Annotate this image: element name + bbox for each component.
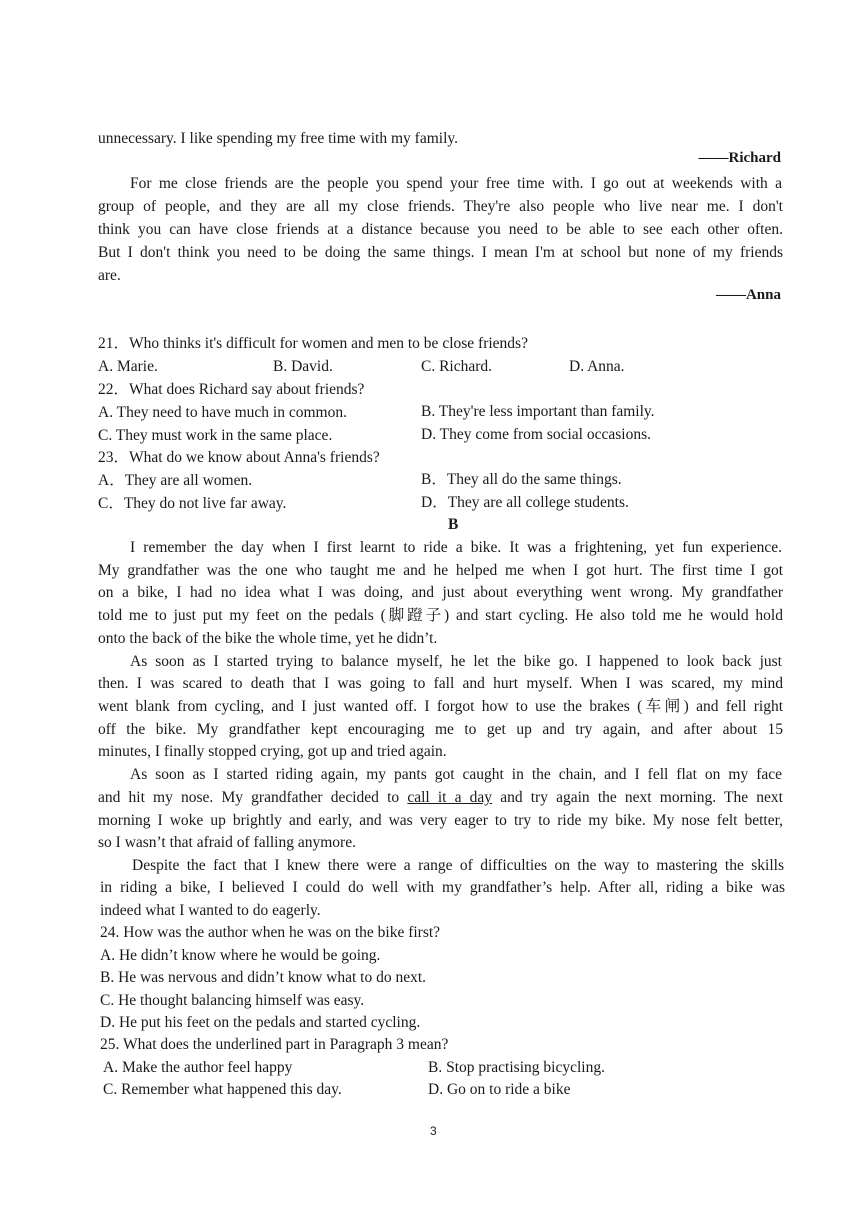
passage-a-line: are.	[98, 267, 121, 284]
passage-b-line: went blank from cycling, and I just wanted off. I forgot how to use the brakes (车闸) and fell right	[98, 698, 783, 715]
passage-b-line: onto the back of the bike the whole time, yet he didn’t.	[98, 630, 438, 647]
question-21-option-c[interactable]: C. Richard.	[421, 358, 493, 375]
passage-a-line: unnecessary. I like spending my free time with my family.	[98, 130, 458, 147]
question-21-option-b[interactable]: B. David.	[273, 358, 333, 375]
question-24-option-c[interactable]: C. He thought balancing himself was easy.	[100, 992, 365, 1009]
question-23-option-c[interactable]: C．They do not live far away.	[98, 495, 287, 512]
question-23-option-d[interactable]: D．They are all college students.	[421, 494, 629, 511]
passage-a-line: think you can have close friends at a distance because you need to be able to see each other often.	[98, 221, 783, 238]
question-24-option-b[interactable]: B. He was nervous and didn’t know what to do next.	[100, 969, 427, 986]
question-25-option-d[interactable]: D. Go on to ride a bike	[428, 1081, 571, 1098]
passage-b-line: off the bike. My grandfather kept encouraging me to get up and try again, and after about 15	[98, 721, 783, 738]
section-b-heading: B	[448, 516, 459, 533]
question-23-option-a[interactable]: A．They are all women.	[98, 472, 253, 489]
passage-b-line: minutes, I finally stopped crying, got up and tried again.	[98, 743, 447, 760]
question-22-option-a[interactable]: A. They need to have much in common.	[98, 404, 347, 421]
question-25-option-a[interactable]: A. Make the author feel happy	[103, 1059, 293, 1076]
question-22-stem: 22．What does Richard say about friends?	[98, 381, 365, 398]
question-22-option-d[interactable]: D. They come from social occasions.	[421, 426, 651, 443]
signature-richard: ——Richard	[698, 150, 781, 166]
passage-b-line: As soon as I started trying to balance myself, he let the bike go. I happened to look back just	[130, 653, 782, 670]
passage-a-line: For me close friends are the people you spend your free time with. I go out at weekends with a	[130, 175, 782, 192]
passage-b-line: in riding a bike, I believed I could do well with my grandfather’s help. After all, riding a bike was	[100, 879, 785, 896]
question-24-option-d[interactable]: D. He put his feet on the pedals and started cycling.	[100, 1014, 421, 1031]
passage-b-line: so I wasn’t that afraid of falling anymore.	[98, 834, 356, 851]
question-22-option-c[interactable]: C. They must work in the same place.	[98, 427, 333, 444]
passage-b-line: I remember the day when I first learnt to ride a bike. It was a frightening, yet fun experience.	[130, 539, 782, 556]
question-22-option-b[interactable]: B. They're less important than family.	[421, 403, 655, 420]
passage-b-line: Despite the fact that I knew there were a range of difficulties on the way to mastering the skills	[132, 857, 784, 874]
question-25-option-c[interactable]: C. Remember what happened this day.	[103, 1081, 342, 1098]
passage-b-line: indeed what I wanted to do eagerly.	[100, 902, 321, 919]
passage-b-line: As soon as I started riding again, my pants got caught in the chain, and I fell flat on my face	[130, 766, 782, 783]
passage-b-text: and try again the next morning. The next	[492, 789, 783, 806]
page-number: 3	[430, 1124, 437, 1138]
passage-b-line: then. I was scared to death that I was going to fall and hurt myself. When I was scared, my mind	[98, 675, 783, 692]
passage-a-line: But I don't think you need to be doing the same things. I mean I'm at school but none of my friends	[98, 244, 783, 261]
passage-b-line: told me to just put my feet on the pedals (脚蹬子) and start cycling. He also told me he would hold	[98, 607, 783, 624]
passage-a-line: group of people, and they are all my close friends. They're also people who live near me. I don't	[98, 198, 783, 215]
signature-anna: ——Anna	[715, 287, 781, 303]
question-21-stem: 21．Who thinks it's difficult for women and men to be close friends?	[98, 335, 528, 352]
question-25-option-b[interactable]: B. Stop practising bicycling.	[428, 1059, 605, 1076]
question-24-option-a[interactable]: A. He didn’t know where he would be going.	[100, 947, 381, 964]
passage-b-line	[98, 787, 783, 809]
underlined-phrase: call it a day	[407, 789, 493, 806]
passage-b-line: My grandfather was the one who taught me and he helped me when I got hurt. The first time I got	[98, 562, 783, 579]
passage-b-line: on a bike, I had no idea what I was doing, and just about everything went wrong. My grandfather	[98, 584, 783, 601]
question-23-stem: 23．What do we know about Anna's friends?	[98, 449, 380, 466]
passage-b-line: morning I woke up brightly and early, and was very eager to try to ride my bike. My nose felt better,	[98, 812, 783, 829]
question-21-option-a[interactable]: A. Marie.	[98, 358, 158, 375]
question-23-option-b[interactable]: B．They all do the same things.	[421, 471, 622, 488]
question-21-option-d[interactable]: D. Anna.	[569, 358, 625, 375]
question-24-stem: 24. How was the author when he was on the bike first?	[100, 924, 441, 941]
question-25-stem: 25. What does the underlined part in Paragraph 3 mean?	[100, 1036, 449, 1053]
passage-b-text: and hit my nose. My grandfather decided to	[98, 789, 408, 806]
